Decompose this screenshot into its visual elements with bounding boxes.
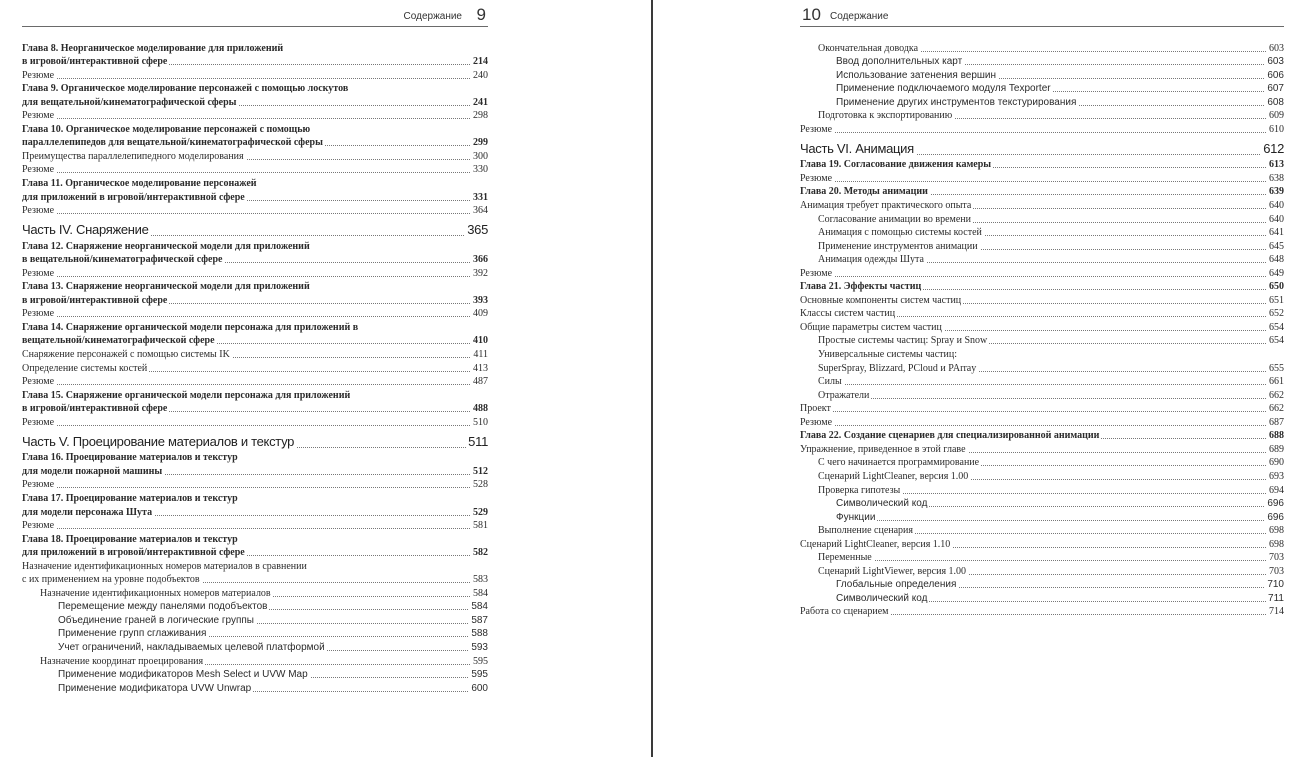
entry-title: Подготовка к экспортированию (818, 110, 953, 122)
entry-page-number: 593 (471, 641, 488, 653)
toc-entry (22, 280, 488, 294)
header-title: Содержание (403, 11, 462, 22)
entry-title: Резюме (22, 308, 55, 320)
entry-page-number: 364 (473, 205, 488, 217)
entry-title: Сценарий LightCleaner, версия 1.00 (818, 470, 969, 482)
entry-title: для вещательной/кинематографической сферы (22, 96, 237, 108)
dot-leader (22, 528, 488, 529)
dot-leader (22, 172, 488, 173)
toc-entry (800, 564, 1284, 578)
toc-entry (22, 41, 488, 55)
toc-entry (800, 320, 1284, 334)
toc-entry (22, 361, 488, 375)
dot-leader (800, 181, 1284, 182)
entry-title: Согласование анимации во времени (818, 213, 971, 225)
entry-title: Отражатели (818, 389, 870, 401)
toc-entry (22, 464, 488, 478)
entry-page-number: 528 (473, 479, 488, 491)
entry-title: Применение модификатора UVW Unwrap (58, 682, 252, 694)
toc-entry (22, 122, 488, 136)
part-heading (22, 429, 488, 451)
dot-leader (818, 560, 1284, 561)
entry-title: Резюме (22, 416, 55, 428)
toc-entry (800, 415, 1284, 429)
entry-title: Упражнение, приведенное в этой главе (800, 443, 966, 455)
toc-entry (800, 82, 1284, 96)
table-of-contents (22, 41, 488, 695)
entry-page-number: 654 (1269, 321, 1284, 333)
entry-page-number: 612 (1263, 140, 1284, 156)
entry-title: Глава 17. Проецирование материалов и текстур (22, 492, 238, 504)
entry-title: Анимация с помощью системы костей (818, 227, 982, 239)
entry-title: вещательной/кинематографической сфере (22, 335, 215, 347)
entry-title: Окончательная доводка (818, 42, 919, 54)
toc-entry (800, 469, 1284, 483)
entry-title: Резюме (22, 69, 55, 81)
entry-page-number: 584 (473, 587, 488, 599)
entry-title: Назначение идентификационных номеров материалов в сравнении (22, 560, 307, 572)
part-heading (22, 217, 488, 239)
toc-entry (22, 375, 488, 389)
toc-entry (800, 198, 1284, 212)
dot-leader (818, 398, 1284, 399)
entry-page-number: 511 (468, 433, 488, 449)
toc-entry (800, 280, 1284, 294)
toc-entry (800, 388, 1284, 402)
entry-title: SuperSpray, Blizzard, PCloud и PArray (818, 362, 977, 374)
toc-entry (22, 627, 488, 641)
toc-entry (22, 640, 488, 654)
dot-leader (22, 316, 488, 317)
entry-page-number: 300 (473, 150, 488, 162)
toc-entry (22, 478, 488, 492)
entry-title: Резюме (22, 205, 55, 217)
entry-title: Силы (818, 376, 842, 388)
entry-title: для модели пожарной машины (22, 465, 163, 477)
entry-page-number: 652 (1269, 308, 1284, 320)
entry-title: Анимация одежды Шута (818, 254, 924, 266)
toc-entry (22, 451, 488, 465)
toc-entry (22, 204, 488, 218)
entry-page-number: 214 (473, 56, 488, 68)
entry-page-number: 609 (1269, 110, 1284, 122)
entry-page-number: 641 (1269, 227, 1284, 239)
entry-page-number: 241 (473, 96, 488, 108)
entry-page-number: 689 (1269, 443, 1284, 455)
toc-entry (22, 55, 488, 69)
entry-title: Объединение граней в логические группы (58, 614, 254, 626)
entry-page-number: 409 (473, 308, 488, 320)
entry-title: Глава 13. Снаряжение неорганической модели для приложений (22, 281, 310, 293)
toc-entry (800, 483, 1284, 497)
entry-page-number: 608 (1267, 96, 1284, 108)
entry-title: Часть IV. Снаряжение (22, 222, 149, 238)
entry-title: Сценарий LightViewer, версия 1.00 (818, 565, 967, 577)
part-heading (800, 136, 1284, 158)
toc-entry (800, 55, 1284, 69)
dot-leader (22, 384, 488, 385)
entry-title: Сценарий LightCleaner, версия 1.10 (800, 538, 951, 550)
entry-title: Глава 16. Проецирование материалов и текстур (22, 452, 238, 464)
dot-leader (22, 213, 488, 214)
entry-title: Глава 21. Эффекты частиц (800, 281, 922, 293)
entry-page-number: 638 (1269, 172, 1284, 184)
entry-page-number: 595 (473, 655, 488, 667)
entry-title: Глава 9. Органическое моделирование персонажей с помощью лоскутов (22, 83, 349, 95)
toc-entry (22, 491, 488, 505)
entry-title: Резюме (22, 479, 55, 491)
toc-entry (800, 212, 1284, 226)
entry-page-number: 714 (1269, 606, 1284, 618)
entry-title: Применение инструментов анимации (818, 240, 978, 252)
toc-entry (800, 41, 1284, 55)
toc-entry (22, 613, 488, 627)
dot-leader (22, 118, 488, 119)
entry-title: Выполнение сценария (818, 525, 913, 537)
toc-entry (800, 442, 1284, 456)
header-title: Содержание (830, 11, 889, 22)
entry-page-number: 662 (1269, 389, 1284, 401)
entry-page-number: 640 (1269, 200, 1284, 212)
toc-entry (800, 122, 1284, 136)
toc-entry (22, 559, 488, 573)
dot-leader (22, 78, 488, 79)
toc-entry (22, 347, 488, 361)
running-head (800, 4, 1284, 27)
toc-entry (22, 654, 488, 668)
entry-title: Назначение идентификационных номеров материалов (40, 587, 271, 599)
toc-entry (800, 497, 1284, 511)
toc-entry (800, 185, 1284, 199)
entry-page-number: 365 (467, 222, 488, 238)
toc-entry (22, 519, 488, 533)
toc-entry (22, 532, 488, 546)
toc-entry (22, 253, 488, 267)
toc-entry (800, 402, 1284, 416)
entry-title: Резюме (22, 376, 55, 388)
toc-entry (800, 375, 1284, 389)
toc-entry (800, 158, 1284, 172)
entry-page-number: 487 (473, 376, 488, 388)
entry-title: Работа со сценарием (800, 606, 889, 618)
entry-page-number: 688 (1269, 430, 1284, 442)
toc-entry (22, 586, 488, 600)
entry-title: Ввод дополнительных карт (836, 56, 963, 68)
entry-title: Глава 19. Согласование движения камеры (800, 159, 992, 171)
toc-entry (22, 109, 488, 123)
entry-page-number: 510 (473, 416, 488, 428)
entry-title: Глава 11. Органическое моделирование персонажей (22, 178, 257, 190)
entry-title: Резюме (800, 172, 833, 184)
entry-title: Проверка гипотезы (818, 484, 901, 496)
page-number: 10 (802, 5, 821, 24)
toc-entry (800, 510, 1284, 524)
entry-page-number: 651 (1269, 294, 1284, 306)
entry-page-number: 392 (473, 267, 488, 279)
entry-title: Применение групп сглаживания (58, 628, 207, 640)
entry-page-number: 299 (473, 137, 488, 149)
entry-title: Классы систем частиц (800, 308, 896, 320)
dot-leader (800, 276, 1284, 277)
entry-page-number: 298 (473, 110, 488, 122)
toc-entry (22, 68, 488, 82)
entry-title: Применение других инструментов текстурирования (836, 96, 1077, 108)
entry-title: для приложений в игровой/интерактивной сфере (22, 191, 245, 203)
entry-page-number: 662 (1269, 403, 1284, 415)
dot-leader (800, 425, 1284, 426)
entry-page-number: 583 (473, 574, 488, 586)
entry-title: Глава 15. Снаряжение органической модели персонажа для приложений (22, 389, 351, 401)
toc-entry (800, 109, 1284, 123)
entry-page-number: 610 (1269, 123, 1284, 135)
right-page (653, 0, 1303, 757)
entry-page-number: 606 (1267, 69, 1284, 81)
dot-leader (836, 520, 1284, 521)
entry-title: Применение подключаемого модуля Texporter (836, 83, 1051, 95)
entry-page-number: 645 (1269, 240, 1284, 252)
entry-page-number: 687 (1269, 416, 1284, 428)
entry-page-number: 710 (1267, 579, 1284, 591)
entry-page-number: 648 (1269, 254, 1284, 266)
toc-entry (800, 605, 1284, 619)
entry-title: для модели персонажа Шута (22, 506, 153, 518)
entry-page-number: 584 (471, 601, 488, 613)
toc-entry (22, 239, 488, 253)
entry-title: Универсальные системы частиц: (818, 349, 957, 361)
entry-title: в игровой/интерактивной сфере (22, 403, 168, 415)
entry-page-number: 649 (1269, 267, 1284, 279)
entry-page-number: 240 (473, 69, 488, 81)
table-of-contents (800, 41, 1284, 618)
entry-page-number: 366 (473, 254, 488, 266)
entry-title: в вещательной/кинематографической сфере (22, 254, 223, 266)
entry-page-number: 331 (473, 191, 488, 203)
entry-page-number: 698 (1269, 538, 1284, 550)
entry-title: Резюме (22, 520, 55, 532)
entry-page-number: 650 (1269, 281, 1284, 293)
toc-entry (22, 388, 488, 402)
toc-entry (22, 82, 488, 96)
dot-leader (22, 425, 488, 426)
entry-title: С чего начинается программирование (818, 457, 980, 469)
entry-title: Назначение координат проецирования (40, 655, 204, 667)
entry-title: Глава 8. Неорганическое моделирование для приложений (22, 42, 284, 54)
entry-page-number: 690 (1269, 457, 1284, 469)
entry-title: Резюме (800, 267, 833, 279)
entry-page-number: 696 (1267, 511, 1284, 523)
toc-entry (800, 95, 1284, 109)
toc-entry (800, 334, 1284, 348)
entry-page-number: 654 (1269, 335, 1284, 347)
dot-leader (800, 411, 1284, 412)
entry-title: Учет ограничений, накладываемых целевой платформой (58, 641, 325, 653)
entry-title: для приложений в игровой/интерактивной сфере (22, 547, 245, 559)
toc-entry (800, 293, 1284, 307)
toc-entry (22, 176, 488, 190)
entry-title: Часть V. Проецирование материалов и текстур (22, 433, 295, 449)
toc-entry (800, 68, 1284, 82)
entry-title: Резюме (22, 110, 55, 122)
toc-entry (800, 591, 1284, 605)
toc-entry (800, 171, 1284, 185)
entry-page-number: 603 (1269, 42, 1284, 54)
toc-entry (22, 95, 488, 109)
entry-title: в игровой/интерактивной сфере (22, 56, 168, 68)
entry-title: Глава 22. Создание сценариев для специализированной анимации (800, 430, 1100, 442)
entry-page-number: 698 (1269, 525, 1284, 537)
entry-title: в игровой/интерактивной сфере (22, 294, 168, 306)
entry-title: Глава 20. Методы анимации (800, 186, 928, 198)
entry-title: Глава 10. Органическое моделирование персонажей с помощью (22, 123, 311, 135)
entry-page-number: 582 (473, 547, 488, 559)
toc-entry (22, 163, 488, 177)
entry-title: Глава 18. Проецирование материалов и текстур (22, 533, 238, 545)
toc-entry (22, 402, 488, 416)
entry-title: Глава 12. Снаряжение неорганической модели для приложений (22, 240, 310, 252)
running-head (22, 4, 488, 27)
dot-leader (22, 276, 488, 277)
entry-title: Проект (800, 403, 831, 415)
entry-title: с их применением на уровне подобъектов (22, 574, 200, 586)
toc-entry (22, 190, 488, 204)
toc-entry (22, 505, 488, 519)
entry-title: Символический код (836, 498, 928, 510)
entry-page-number: 696 (1267, 498, 1284, 510)
entry-title: Анимация требует практического опыта (800, 200, 972, 212)
entry-page-number: 411 (473, 349, 488, 361)
entry-title: Простые системы частиц: Spray и Snow (818, 335, 988, 347)
entry-page-number: 330 (473, 164, 488, 176)
entry-title: Часть VI. Анимация (800, 140, 914, 156)
entry-page-number: 587 (471, 614, 488, 626)
dot-leader (818, 384, 1284, 385)
entry-page-number: 595 (471, 669, 488, 681)
toc-entry (22, 320, 488, 334)
entry-title: Символический код (836, 592, 928, 604)
entry-title: Резюме (22, 267, 55, 279)
entry-title: Снаряжение персонажей с помощью системы IK (22, 349, 230, 361)
entry-page-number: 694 (1269, 484, 1284, 496)
entry-title: Применение модификаторов Mesh Select и UVW Map (58, 669, 308, 681)
entry-page-number: 488 (473, 403, 488, 415)
entry-page-number: 640 (1269, 213, 1284, 225)
entry-page-number: 393 (473, 294, 488, 306)
entry-title: Функции (836, 511, 876, 523)
toc-entry (800, 524, 1284, 538)
entry-page-number: 639 (1269, 186, 1284, 198)
entry-page-number: 410 (473, 335, 488, 347)
left-page (0, 0, 651, 757)
entry-title: Использование затенения вершин (836, 69, 997, 81)
toc-entry (800, 578, 1284, 592)
dot-leader (22, 487, 488, 488)
entry-page-number: 711 (1268, 592, 1284, 604)
entry-title: Резюме (22, 164, 55, 176)
toc-entry (800, 266, 1284, 280)
entry-title: Преимущества параллелепипедного моделирования (22, 150, 244, 162)
entry-page-number: 703 (1269, 552, 1284, 564)
entry-page-number: 581 (473, 520, 488, 532)
entry-title: параллелепипедов для вещательной/кинематографической сферы (22, 137, 323, 149)
entry-title: Резюме (800, 416, 833, 428)
toc-entry (22, 136, 488, 150)
toc-entry (22, 681, 488, 695)
toc-entry (22, 293, 488, 307)
toc-entry (800, 551, 1284, 565)
entry-page-number: 600 (471, 682, 488, 694)
toc-entry (22, 307, 488, 321)
entry-title: Общие параметры систем частиц (800, 321, 942, 333)
entry-title: Глава 14. Снаряжение органической модели персонажа для приложений в (22, 321, 359, 333)
entry-page-number: 693 (1269, 470, 1284, 482)
toc-entry (800, 456, 1284, 470)
entry-page-number: 413 (473, 362, 488, 374)
toc-entry (800, 226, 1284, 240)
toc-entry (22, 600, 488, 614)
toc-entry (800, 537, 1284, 551)
entry-title: Переменные (818, 552, 872, 564)
toc-entry (800, 347, 1284, 361)
toc-entry (22, 334, 488, 348)
entry-title: Резюме (800, 123, 833, 135)
toc-entry (800, 429, 1284, 443)
entry-title: Основные компоненты систем частиц (800, 294, 962, 306)
toc-entry (22, 149, 488, 163)
entry-page-number: 603 (1267, 56, 1284, 68)
page-number: 9 (476, 5, 486, 24)
toc-entry (800, 307, 1284, 321)
entry-title: Определение системы костей (22, 362, 148, 374)
toc-entry (800, 361, 1284, 375)
toc-entry (22, 415, 488, 429)
dot-leader (800, 132, 1284, 133)
toc-entry (800, 253, 1284, 267)
entry-page-number: 661 (1269, 376, 1284, 388)
toc-entry (800, 239, 1284, 253)
entry-page-number: 655 (1269, 362, 1284, 374)
toc-entry (22, 546, 488, 560)
toc-entry (22, 668, 488, 682)
entry-title: Глобальные определения (836, 579, 957, 591)
entry-page-number: 607 (1267, 83, 1284, 95)
entry-title: Перемещение между панелями подобъектов (58, 601, 268, 613)
entry-page-number: 613 (1269, 159, 1284, 171)
toc-entry (22, 266, 488, 280)
entry-page-number: 588 (471, 628, 488, 640)
entry-page-number: 512 (473, 465, 488, 477)
entry-page-number: 703 (1269, 565, 1284, 577)
toc-entry (22, 573, 488, 587)
entry-page-number: 529 (473, 506, 488, 518)
